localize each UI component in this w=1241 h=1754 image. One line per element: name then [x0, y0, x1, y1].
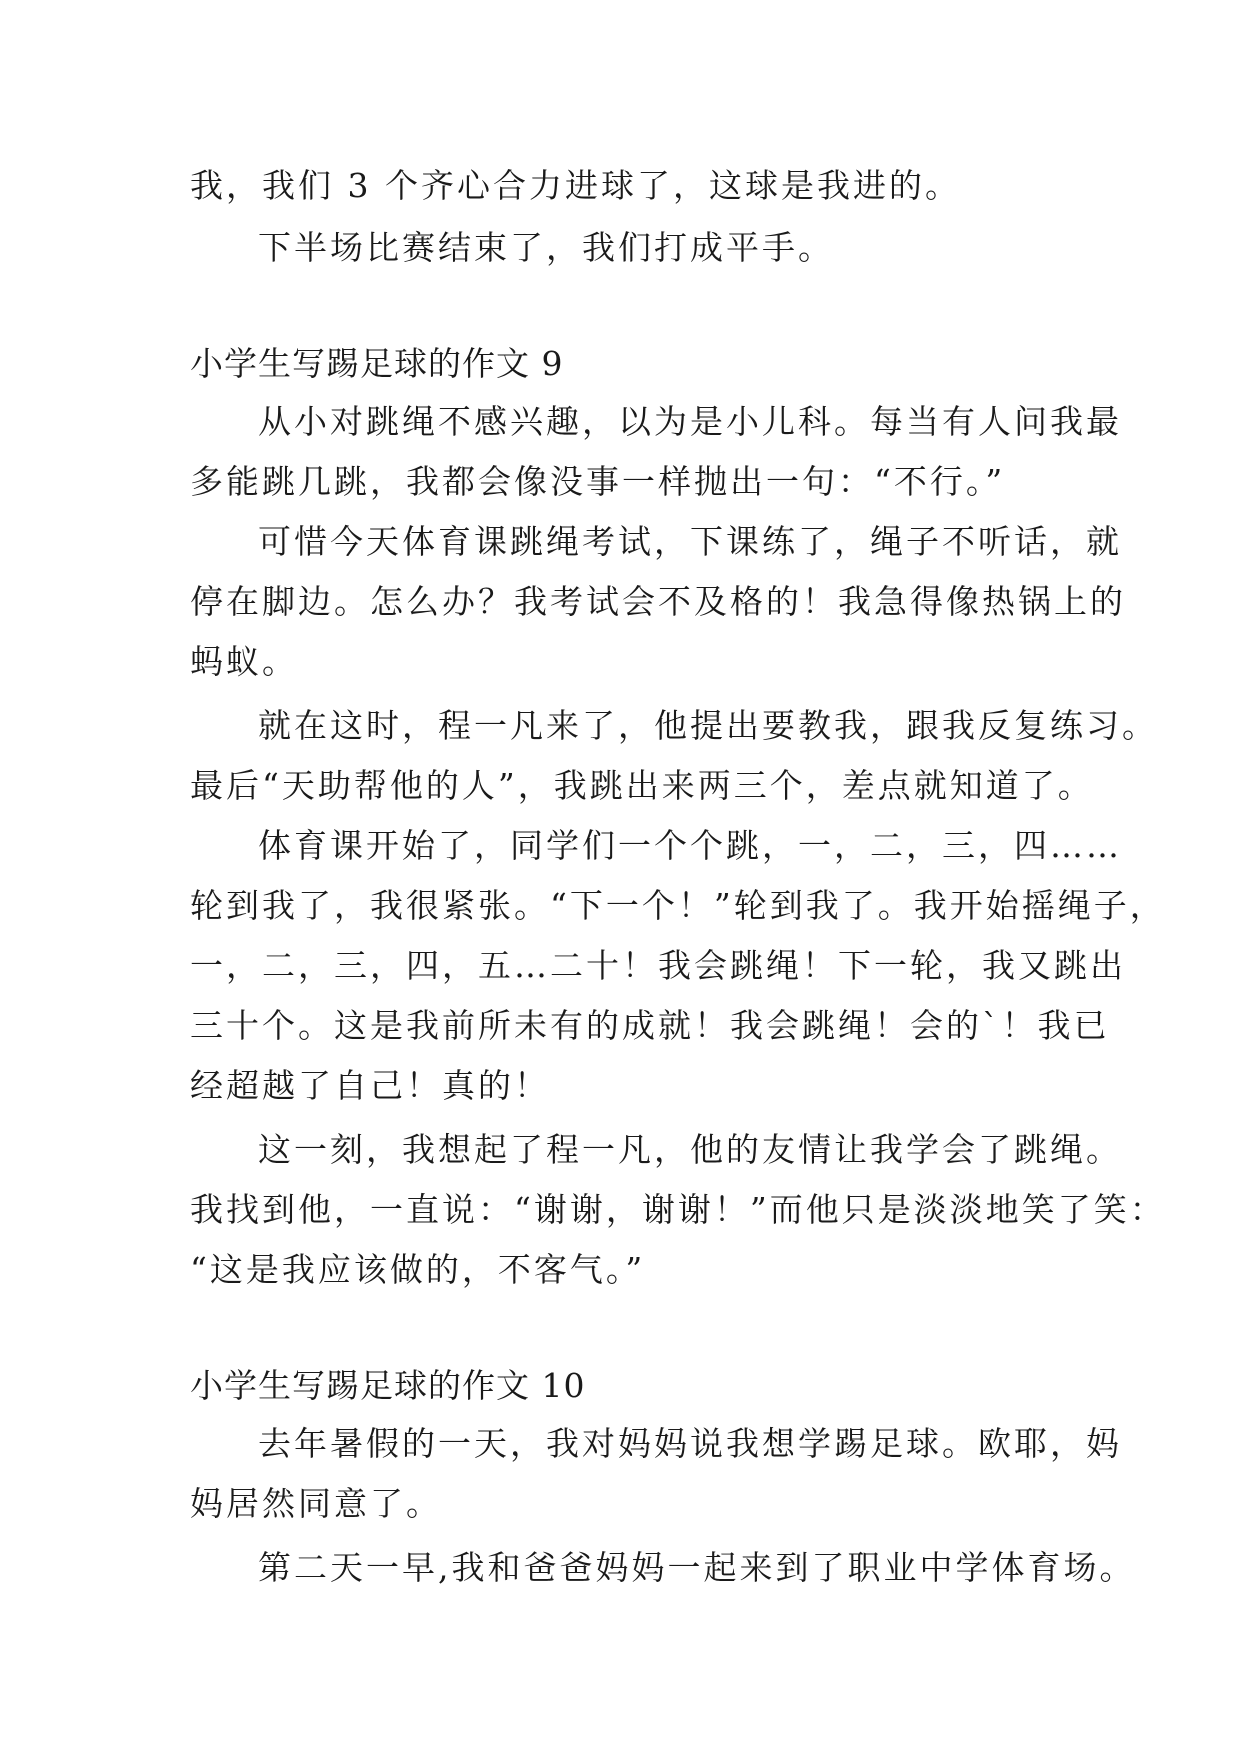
- paragraph-line: 轮到我了，我很紧张。“下一个！”轮到我了。我开始摇绳子，: [190, 886, 1166, 925]
- paragraph-line: 妈居然同意了。: [190, 1484, 442, 1523]
- paragraph-line: 最后“天助帮他的人”，我跳出来两三个，差点就知道了。: [190, 766, 1094, 805]
- paragraph-line: 可惜今天体育课跳绳考试，下课练了，绳子不听话，就: [258, 522, 1122, 561]
- paragraph-line: 去年暑假的一天，我对妈妈说我想学踢足球。欧耶，妈: [258, 1424, 1122, 1463]
- paragraph-line: “这是我应该做的，不客气。”: [190, 1250, 646, 1289]
- paragraph-line: 这一刻，我想起了程一凡，他的友情让我学会了跳绳。: [258, 1130, 1122, 1169]
- paragraph-line: 蚂蚁。: [190, 642, 298, 681]
- paragraph-line: 我，我们 3 个齐心合力进球了，这球是我进的。: [190, 166, 961, 205]
- paragraph-line: 第二天一早,我和爸爸妈妈一起来到了职业中学体育场。: [258, 1548, 1136, 1587]
- paragraph-line: 一，二，三，四，五…二十！我会跳绳！下一轮，我又跳出: [190, 946, 1126, 985]
- section-heading-10: 小学生写踢足球的作文 10: [190, 1366, 586, 1405]
- paragraph-line: 从小对跳绳不感兴趣，以为是小儿科。每当有人问我最: [258, 402, 1122, 441]
- paragraph-line: 我找到他，一直说：“谢谢，谢谢！”而他只是淡淡地笑了笑：: [190, 1190, 1166, 1229]
- paragraph-line: 三十个。这是我前所未有的成就！我会跳绳！会的`！我已: [190, 1006, 1110, 1045]
- paragraph-line: 就在这时，程一凡来了，他提出要教我，跟我反复练习。: [258, 706, 1158, 745]
- paragraph-line: 下半场比赛结束了，我们打成平手。: [258, 228, 834, 267]
- paragraph-line: 多能跳几跳，我都会像没事一样抛出一句：“不行。”: [190, 462, 1006, 501]
- paragraph-line: 经超越了自己！真的！: [190, 1066, 550, 1105]
- paragraph-line: 停在脚边。怎么办？我考试会不及格的！我急得像热锅上的: [190, 582, 1126, 621]
- paragraph-line: 体育课开始了，同学们一个个跳，一，二，三，四……: [258, 826, 1122, 865]
- section-heading-9: 小学生写踢足球的作文 9: [190, 344, 564, 383]
